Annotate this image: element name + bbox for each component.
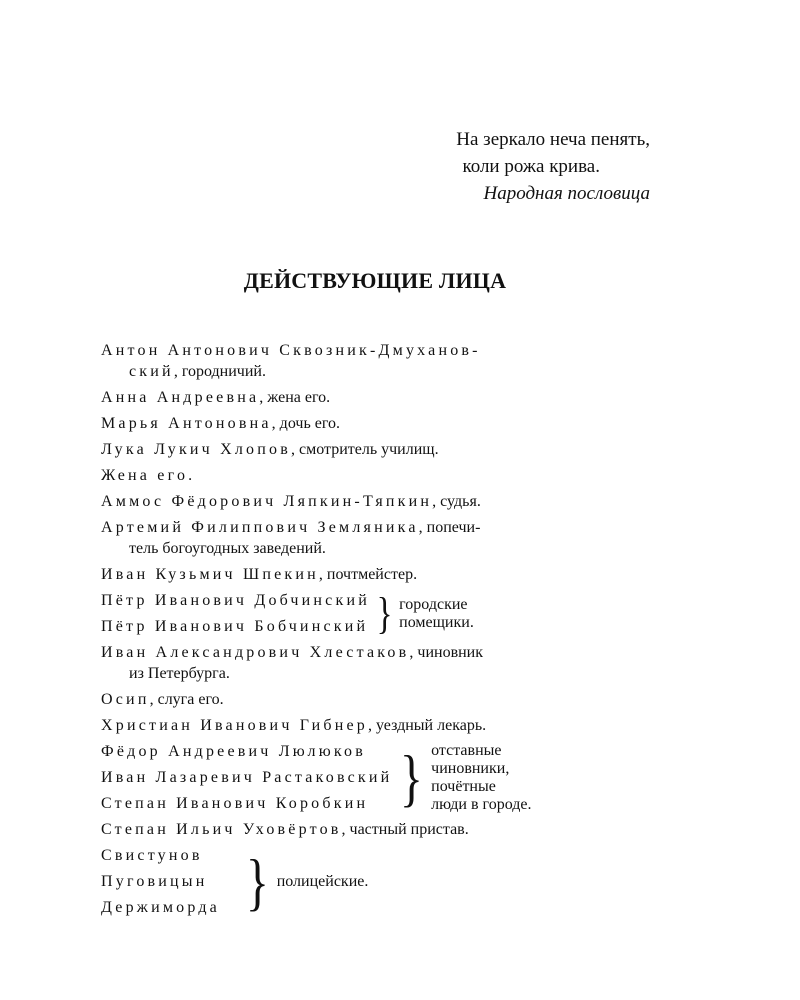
epigraph-source: Народная пословица [483,183,650,204]
epigraph [456,126,650,207]
character-name: Марья Антоновна [101,415,272,432]
group-desc: помещики. [399,613,474,631]
cast-entry [101,715,661,736]
character-name-cont: ский [129,363,174,380]
group-desc: чиновники, [431,759,510,777]
character-name: Осип [101,691,150,708]
character-name: Жена его. [101,467,196,484]
cast-list [101,340,661,923]
character-name: Иван Александрович Хлестаков [101,644,410,661]
epigraph-line-2: коли рожа крива. [462,156,600,177]
character-name: Анна Андреевна [101,389,260,406]
character-name: Степан Иванович Коробкин [101,795,369,812]
cast-entry [101,413,661,434]
cast-entry [101,517,661,559]
character-name: Пётр Иванович Бобчинский [101,618,369,635]
character-name: Пуговицын [101,873,208,890]
character-name: Держиморда [101,899,220,916]
cast-entry [101,564,661,585]
character-name: Артемий Филиппович Земляника [101,519,419,536]
character-name: Свистунов [101,847,203,864]
character-desc: , жена его. [259,389,331,406]
cast-entry [101,465,661,486]
character-name: Иван Кузьмич Шпекин [101,566,319,583]
character-name: Аммос Фёдорович Ляпкин-Тяпкин [101,493,433,510]
epigraph-line-1: На зеркало неча пенять, [456,129,650,150]
group-desc: отставные [431,741,502,759]
character-desc-cont: из Петербурга. [129,665,230,682]
group-desc: почётные [431,777,496,795]
cast-entry [101,819,661,840]
character-desc: , частный пристав. [341,821,469,838]
character-desc: , почтмейстер. [318,566,418,583]
cast-group-landowners [101,590,661,637]
character-desc: , городничий. [173,363,266,380]
cast-group-police [101,845,661,918]
brace-icon: } [400,741,424,813]
brace-icon: } [245,845,269,917]
page-title: ДЕЙСТВУЮЩИЕ ЛИЦА [243,268,507,293]
character-name: Антон Антонович Сквозник-Дмуханов- [101,342,481,359]
character-name: Фёдор Андреевич Люлюков [101,743,366,760]
character-name: Пётр Иванович Добчинский [101,592,370,609]
character-desc: , дочь его. [271,415,341,432]
cast-entry [101,387,661,408]
cast-entry [101,491,661,512]
group-desc: городские [399,595,468,613]
character-name: Христиан Иванович Гибнер [101,717,368,734]
character-desc: , смотритель училищ. [290,441,439,458]
brace-icon: } [376,588,393,638]
character-desc: , попечи- [418,519,481,536]
character-desc: , чиновник [409,644,484,661]
cast-entry [101,689,661,710]
cast-group-retired-officials [101,741,661,814]
character-name: Степан Ильич Уховёртов [101,821,342,838]
character-desc-cont: тель богоугодных заведений. [129,540,326,557]
character-desc: , судья. [432,493,481,510]
cast-entry [101,340,661,382]
cast-entry [101,642,661,684]
group-desc: полицейские. [276,872,369,890]
character-name: Иван Лазаревич Растаковский [101,769,393,786]
group-desc: люди в городе. [431,795,532,813]
character-desc: , слуга его. [149,691,224,708]
character-desc: , уездный лекарь. [367,717,487,734]
character-name: Лука Лукич Хлопов [101,441,291,458]
cast-entry [101,439,661,460]
